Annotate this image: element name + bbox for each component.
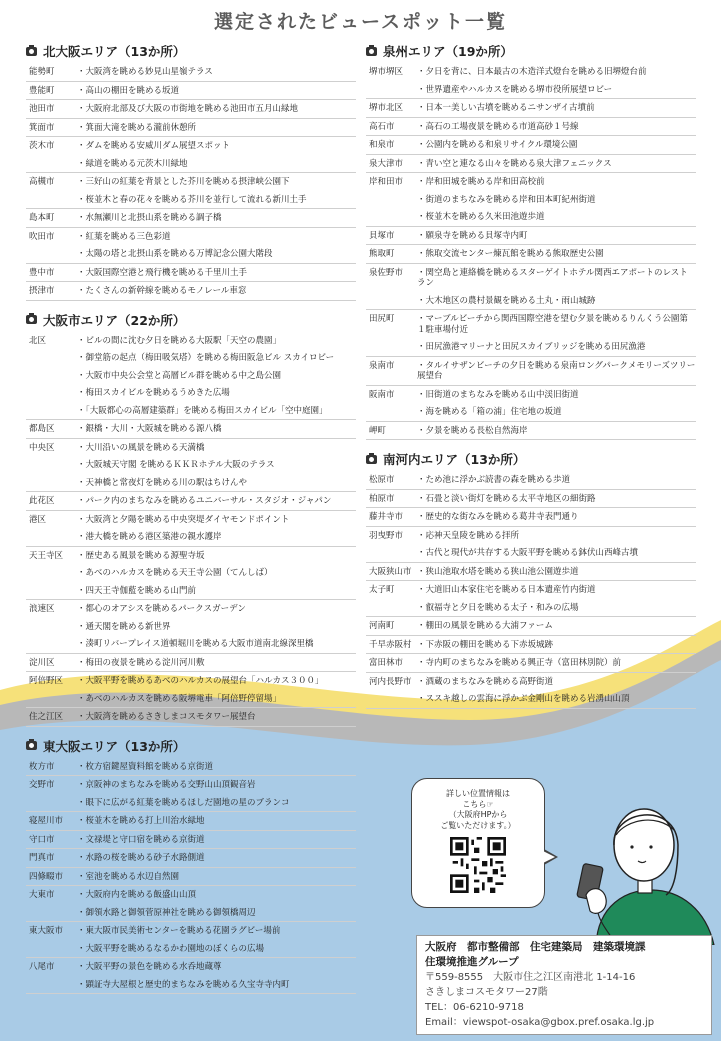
municipality-label: 門真市 <box>29 853 55 863</box>
spot-row <box>366 292 696 311</box>
spot-name: ・ 願泉寺を眺める貝塚寺内町 <box>417 231 696 242</box>
municipality-label: 交野市 <box>29 780 55 790</box>
area-heading-senshu <box>366 42 696 60</box>
area-heading-text: 泉州エリア（19か所） <box>383 44 513 59</box>
spot-name: ・ 大阪平野の景色を眺める水呑地蔵尊 <box>77 962 356 973</box>
spot-row <box>26 420 356 439</box>
municipality-label <box>366 603 417 614</box>
spot-row <box>26 600 356 618</box>
spot-row <box>26 776 356 794</box>
spot-name: ・ 室池を眺める水辺自然園 <box>77 872 356 883</box>
spot-name: ・ 湊町リバープレイス道頓堀川を眺める大阪市道南北線深里橋 <box>77 639 356 650</box>
spot-name: ・ 太陽の塔と北摂山系を眺める万博記念公園大階段 <box>77 249 356 260</box>
spot-row <box>366 99 696 118</box>
municipality-label: 豊能町 <box>29 85 55 96</box>
spot-name: ・ 大阪府内を眺める飯盛山山頂 <box>77 890 356 901</box>
spot-row <box>26 831 356 850</box>
municipality-label: 都島区 <box>29 424 55 434</box>
spot-row <box>26 282 356 301</box>
spot-name: ・ 大阪湾を眺める妙見山星嶺テラス <box>77 67 356 78</box>
spot-name: ・ 天神橋と常夜灯を眺める川の駅はちけんや <box>77 478 356 489</box>
spot-row <box>366 118 696 137</box>
area-heading-text: 南河内エリア（13か所） <box>383 452 526 467</box>
municipality-label: 阪南市 <box>369 389 395 400</box>
spot-row <box>26 618 356 636</box>
spot-name: ・ 梅田スカイビルを眺めるうめきた広場 <box>77 388 356 399</box>
spot-row <box>366 490 696 509</box>
municipality-label: 寝屋川市 <box>29 816 64 826</box>
spot-name: ・ ため池に浮かぶ読書の森を眺める歩道 <box>417 475 696 486</box>
municipality-label: 守口市 <box>29 834 55 845</box>
spot-row <box>366 617 696 636</box>
spot-name: ・ 田尻漁港マリーナと田尻スカイブリッジを眺める田尻漁港 <box>417 342 696 353</box>
spot-row <box>366 673 696 691</box>
camera-icon <box>26 315 37 324</box>
municipality-label: 田尻町 <box>369 314 395 324</box>
municipality-label: 岸和田市 <box>369 177 404 187</box>
spot-row <box>366 81 696 100</box>
municipality-label <box>26 159 77 170</box>
municipality-label: 羽曳野市 <box>369 530 404 541</box>
spot-row <box>26 758 356 777</box>
spot-name: ・ ススキ越しの雲海に浮かぶ金剛山を眺める岩湧山山頂 <box>417 694 696 705</box>
qr-info-bubble <box>411 778 545 908</box>
spot-row <box>26 528 356 547</box>
spot-list-higashi <box>26 758 356 995</box>
right-column <box>366 42 696 709</box>
spot-name: ・ 東大阪市民美術センターを眺める花園ラグビー場前 <box>77 926 356 937</box>
spot-row <box>26 439 356 457</box>
municipality-label: 河南町 <box>369 621 395 631</box>
municipality-label: 泉大津市 <box>369 158 404 169</box>
spot-name: ・ 日本一美しい古墳を眺めるニサンザイ古墳前 <box>417 103 696 114</box>
spot-row <box>26 547 356 565</box>
spot-name: ・ 眼下に広がる紅葉を眺めるほしだ園地の星のブランコ <box>77 798 356 809</box>
person-with-phone-illustration <box>556 795 721 945</box>
spot-name: ・ 水無瀬川と北摂山系を眺める調子橋 <box>77 213 356 224</box>
municipality-label <box>366 195 417 206</box>
municipality-label: 淀川区 <box>29 657 55 668</box>
spot-row <box>366 338 696 357</box>
municipality-label: 高石市 <box>369 121 395 132</box>
municipality-label: 枚方市 <box>29 761 55 772</box>
spot-name: ・ 青い空と連なる山々を眺める泉大津フェニックス <box>417 159 696 170</box>
municipality-label <box>366 342 417 353</box>
spot-list-minamikawachi <box>366 471 696 709</box>
spot-name: ・ 銀橋・大川・大阪城を眺める源八橋 <box>77 424 356 435</box>
spot-row <box>26 155 356 174</box>
spot-row <box>26 228 356 246</box>
municipality-label: 和泉市 <box>369 140 395 150</box>
spot-name: ・ 棚田の風景を眺める大浦ファーム <box>417 621 696 632</box>
municipality-label <box>366 85 417 96</box>
spot-row <box>366 264 696 292</box>
spot-row <box>366 636 696 655</box>
spot-name: ・ 都心のオアシスを眺めるパークスガーデン <box>77 604 356 615</box>
spot-row <box>26 868 356 887</box>
municipality-label <box>26 694 77 705</box>
spot-name: ・ 緑道を眺める元茨木川緑地 <box>77 159 356 170</box>
area-heading-minamikawachi <box>366 450 696 468</box>
spot-name: ・ 大阪平野を眺めるあべのハルカスの展望台「ハルカス３００」 <box>77 676 356 687</box>
bubble-tail-fill <box>543 851 555 863</box>
qr-code-icon[interactable] <box>450 837 506 893</box>
municipality-label: 河内長野市 <box>369 676 412 687</box>
municipality-label: 泉佐野市 <box>369 267 404 278</box>
spot-name: ・ 御領水路と御領菅原神社を眺める御領橋周辺 <box>77 908 356 919</box>
spot-row <box>26 456 356 474</box>
page-title: 選定されたビュースポット一覧 <box>213 11 508 33</box>
municipality-label: 堺市堺区 <box>369 67 404 77</box>
spot-row <box>26 582 356 601</box>
municipality-label: 堺市北区 <box>369 103 404 113</box>
municipality-label: 吹田市 <box>29 231 55 242</box>
spot-name: ・ 桜並木と春の花々を眺める芥川を並行して流れる新川土手 <box>77 195 356 206</box>
spot-row <box>26 367 356 385</box>
camera-icon <box>26 741 37 750</box>
spot-name: ・ タルイサザンビーチの夕日を眺める泉南ロングパークメモリーズツリー展望台 <box>417 361 696 382</box>
municipality-label <box>26 798 77 809</box>
municipality-label: 此花区 <box>29 496 55 506</box>
spot-name: ・ 古代と現代が共存する大阪平野を眺める鉢伏山西峰古墳 <box>417 548 696 559</box>
spot-row <box>366 599 696 618</box>
spot-row <box>366 208 696 227</box>
spot-row <box>366 563 696 582</box>
municipality-label <box>26 639 77 650</box>
spot-name: ・ 応神天皇陵を眺める拝所 <box>417 531 696 542</box>
spot-row <box>26 63 356 82</box>
municipality-label <box>26 586 77 597</box>
spot-row <box>26 332 356 350</box>
spot-row <box>366 357 696 386</box>
spot-row <box>366 544 696 563</box>
spot-name: ・ 夕景を眺める長松自然海岸 <box>417 426 696 437</box>
spot-name: ・ 大阪湾と夕陽を眺める中央突堤ダイヤモンドポイント <box>77 515 356 526</box>
municipality-label: 浪速区 <box>29 604 55 614</box>
spot-name: ・ あべのハルカスを眺める天王寺公園（てんしば） <box>77 568 356 579</box>
spot-name: ・ 顕証寺大屋根と歴史的まちなみを眺める久宝寺寺内町 <box>77 980 356 991</box>
municipality-label: 松原市 <box>369 475 395 485</box>
spot-row <box>26 474 356 493</box>
spot-row <box>26 794 356 813</box>
municipality-label: 北区 <box>29 335 47 346</box>
spot-row <box>26 976 356 995</box>
spot-name: ・ 大道旧山本家住宅を眺める日本遺産竹内街道 <box>417 585 696 596</box>
municipality-label <box>26 908 77 919</box>
spot-row <box>26 958 356 976</box>
qr-text-line2: こちら☞ <box>462 799 494 809</box>
spot-name: ・ 海を眺める「箱の浦」住宅地の坂道 <box>417 407 696 418</box>
municipality-label: 島本町 <box>29 213 55 223</box>
spot-row <box>366 173 696 191</box>
spot-name: ・ 京阪神のまちなみを眺める交野山山頂観音岩 <box>77 780 356 791</box>
spot-row <box>26 209 356 228</box>
municipality-label <box>366 296 417 307</box>
municipality-label <box>26 944 77 955</box>
spot-name: ・ たくさんの新幹線を眺めるモノレール車窓 <box>77 286 356 297</box>
spot-row <box>26 635 356 654</box>
spot-row <box>366 191 696 209</box>
spot-row <box>26 672 356 690</box>
spot-name: ・ 関空島と連絡橋を眺めるスターゲイトホテル関西エアポートのレストラン <box>417 268 696 289</box>
spot-row <box>366 471 696 490</box>
qr-text-line4: ご覧いただけます。） <box>440 820 516 830</box>
spot-row <box>26 137 356 155</box>
spot-row <box>26 492 356 511</box>
municipality-label: 阿倍野区 <box>29 676 64 686</box>
spot-row <box>26 886 356 904</box>
municipality-label: 池田市 <box>29 104 55 114</box>
area-heading-higashi <box>26 737 356 755</box>
spot-row <box>26 940 356 959</box>
spot-row <box>366 690 696 709</box>
municipality-label <box>26 568 77 579</box>
municipality-label <box>366 548 417 559</box>
spot-name: ・ 紅葉を眺める三色彩道 <box>77 232 356 243</box>
spot-row <box>366 310 696 338</box>
municipality-label: 大東市 <box>29 890 55 900</box>
area-heading-text: 北大阪エリア（13か所） <box>43 44 186 59</box>
municipality-label: 豊中市 <box>29 267 55 278</box>
municipality-label <box>366 407 417 418</box>
spot-row <box>366 227 696 246</box>
municipality-label <box>366 212 417 223</box>
spot-name: ・ 公園内を眺める和泉リサイクル環境公園 <box>417 140 696 151</box>
spot-name: ・ 旧街道のまちなみを眺める山中渓旧街道 <box>417 390 696 401</box>
spot-row <box>26 191 356 210</box>
spot-name: ・ 歴史ある風景を眺める源聖寺坂 <box>77 551 356 562</box>
spot-row <box>26 349 356 367</box>
spot-name: ・ 大阪城天守閣 を眺めるＫＫＲホテル大阪のテラス <box>77 460 356 471</box>
municipality-label: 千早赤阪村 <box>369 639 412 650</box>
spot-name: ・ 「大阪都心の高層建築群」を眺める梅田スカイビル「空中庭園」 <box>77 406 356 417</box>
municipality-label <box>26 388 77 399</box>
municipality-label: 岬町 <box>369 425 387 436</box>
spot-row <box>366 527 696 545</box>
spot-row <box>26 564 356 582</box>
spot-row <box>26 812 356 831</box>
spot-name: ・ 叡福寺と夕日を眺める太子・和みの広場 <box>417 603 696 614</box>
spot-name: ・ 文禄堤と守口宿を眺める京街道 <box>77 835 356 846</box>
contact-email[interactable]: Email：viewspot-osaka@gbox.pref.osaka.lg.jp <box>425 1017 655 1028</box>
spot-row <box>366 508 696 527</box>
municipality-label: 天王寺区 <box>29 550 64 561</box>
spot-name: ・ 三好山の紅葉を背景とした芥川を眺める摂津峡公園下 <box>77 177 356 188</box>
municipality-label: 中央区 <box>29 442 55 453</box>
spot-name: ・ 夕日を背に、日本最古の木造洋式燈台を眺める旧堺燈台前 <box>417 67 696 78</box>
municipality-label <box>26 249 77 260</box>
contact-building: さきしまコスモタワー27階 <box>425 987 548 998</box>
spot-name: ・ 梅田の夜景を眺める淀川河川敷 <box>77 658 356 669</box>
area-heading-osakashi <box>26 311 356 329</box>
municipality-label: 熊取町 <box>369 249 395 259</box>
qr-text-line3: （大阪府HPから <box>448 810 508 819</box>
municipality-label <box>26 353 77 364</box>
spot-name: ・ 大阪府北部及び大阪の市街地を眺める池田市五月山緑地 <box>77 104 356 115</box>
qr-text-line1: 詳しい位置情報は <box>446 789 510 798</box>
spot-name: ・ 石畳と淡い街灯を眺める太平寺地区の細街路 <box>417 494 696 505</box>
municipality-label: 住之江区 <box>29 712 64 722</box>
municipality-label <box>26 460 77 471</box>
spot-name: ・ ビルの間に沈む夕日を眺める大阪駅「天空の農園」 <box>77 336 356 347</box>
municipality-label <box>26 195 77 206</box>
spot-row <box>26 904 356 923</box>
spot-list-kita <box>26 63 356 301</box>
spot-name: ・ 熊取交流センター煉瓦館を眺める熊取歴史公園 <box>417 249 696 260</box>
spot-name: ・ 大木地区の農村景観を眺める土丸・雨山城跡 <box>417 296 696 307</box>
municipality-label: 貝塚市 <box>369 230 395 241</box>
municipality-label <box>26 371 77 382</box>
contact-group: 住環境推進グループ <box>425 956 519 968</box>
spot-row <box>26 82 356 101</box>
spot-list-senshu <box>366 63 696 440</box>
spot-row <box>26 264 356 283</box>
spot-name: ・ あべのハルカスを眺める阪堺電車「阿倍野停留場」 <box>77 694 356 705</box>
spot-name: ・ マーブルビーチから関西国際空港を望む夕景を眺めるりんくう公園第１駐車場付近 <box>417 314 696 335</box>
municipality-label <box>26 622 77 633</box>
spot-list-osakashi <box>26 332 356 727</box>
municipality-label <box>26 478 77 489</box>
municipality-label <box>366 694 417 705</box>
spot-name: ・ 大阪国際空港と飛行機を眺める千里川土手 <box>77 268 356 279</box>
contact-info-box <box>416 935 712 1035</box>
camera-icon <box>366 455 377 464</box>
municipality-label: 富田林市 <box>369 658 404 668</box>
spot-row <box>366 136 696 155</box>
spot-row <box>366 403 696 422</box>
spot-name: ・ 高山の棚田を眺める坂道 <box>77 86 356 97</box>
spot-name: ・ パーク内のまちなみを眺めるユニバーサル・スタジオ・ジャパン <box>77 496 356 507</box>
area-heading-kita <box>26 42 356 60</box>
spot-name: ・ 歴史的な街なみを眺める葛井寺表門通り <box>417 512 696 523</box>
spot-row <box>26 708 356 727</box>
spot-name: ・ 大阪市中央公会堂と高層ビル群を眺める中之島公園 <box>77 371 356 382</box>
municipality-label: 茨木市 <box>29 141 55 151</box>
spot-row <box>366 63 696 81</box>
spot-name: ・ 街道のまちなみを眺める岸和田本町紀州街道 <box>417 195 696 206</box>
contact-org: 大阪府 都市整備部 住宅建築局 建築環境課 <box>425 941 646 953</box>
spot-row <box>366 422 696 441</box>
spot-row <box>26 100 356 119</box>
spot-row <box>26 511 356 529</box>
municipality-label <box>26 406 77 417</box>
spot-name: ・ 港大橋を眺める港区築港の親水護岸 <box>77 532 356 543</box>
spot-name: ・ 箕面大滝を眺める瀧前休憩所 <box>77 123 356 134</box>
municipality-label: 能勢町 <box>29 67 55 77</box>
contact-address: 〒559-8555 大阪市住之江区南港北 1-14-16 <box>425 972 636 983</box>
spot-name: ・ 水路の桜を眺める砂子水路側道 <box>77 853 356 864</box>
spot-row <box>26 690 356 709</box>
area-heading-text: 東大阪エリア（13か所） <box>43 738 186 754</box>
area-heading-text: 大阪市エリア（22か所） <box>43 312 186 328</box>
spot-row <box>366 654 696 673</box>
municipality-label: 八尾市 <box>29 962 55 972</box>
spot-name: ・ 桜並木を眺める久米田池遊歩道 <box>417 212 696 223</box>
spot-name: ・ 寺内町のまちなみを眺める興正寺（富田林別院）前 <box>417 658 696 669</box>
spot-name: ・ 御堂筋の起点（梅田吸気塔）を眺める梅田阪急ビル スカイロビー <box>77 353 356 364</box>
municipality-label: 泉南市 <box>369 360 395 371</box>
municipality-label: 四條畷市 <box>29 871 64 882</box>
spot-name: ・ 四天王寺伽藍を眺める山門前 <box>77 586 356 597</box>
municipality-label: 藤井寺市 <box>369 512 404 522</box>
spot-row <box>366 155 696 174</box>
spot-name: ・ ダムを眺める安威川ダム展望スポット <box>77 141 356 152</box>
spot-name: ・ 大川沿いの風景を眺める天満橋 <box>77 443 356 454</box>
contact-tel: TEL：06-6210-9718 <box>425 1002 524 1013</box>
spot-name: ・ 桜並木を眺める打上川治水緑地 <box>77 816 356 827</box>
spot-name: ・ 狭山池取水塔を眺める狭山池公園遊歩道 <box>417 567 696 578</box>
left-column <box>26 42 356 994</box>
spot-row <box>26 245 356 264</box>
spot-name: ・ 通天閣を眺める新世界 <box>77 622 356 633</box>
spot-name: ・ 大阪湾を眺めるさきしまコスモタワー展望台 <box>77 712 356 723</box>
municipality-label <box>26 980 77 991</box>
spot-name: ・ 世界遺産やハルカスを眺める堺市役所展望ロビー <box>417 85 696 96</box>
municipality-label: 東大阪市 <box>29 926 64 936</box>
municipality-label: 太子町 <box>369 585 395 595</box>
spot-name: ・ 大阪平野を眺めるなるかわ園地のぼくらの広場 <box>77 944 356 955</box>
municipality-label: 箕面市 <box>29 122 55 133</box>
spot-row <box>26 849 356 868</box>
spot-row <box>366 386 696 404</box>
spot-row <box>26 384 356 402</box>
municipality-label: 柏原市 <box>369 493 395 504</box>
spot-row <box>26 402 356 421</box>
spot-name: ・ 高石の工場夜景を眺める市道高砂１号線 <box>417 122 696 133</box>
spot-row <box>26 654 356 673</box>
spot-row <box>26 173 356 191</box>
camera-icon <box>26 47 37 56</box>
spot-row <box>26 119 356 138</box>
spot-row <box>366 581 696 599</box>
spot-name: ・ 岸和田城を眺める岸和田高校前 <box>417 177 696 188</box>
spot-name: ・ 枚方宿鍵屋資料館を眺める京街道 <box>77 762 356 773</box>
municipality-label: 港区 <box>29 514 47 525</box>
municipality-label <box>26 532 77 543</box>
spot-name: ・ 下赤阪の棚田を眺める下赤坂城跡 <box>417 640 696 651</box>
municipality-label: 高槻市 <box>29 177 55 187</box>
municipality-label: 大阪狭山市 <box>369 566 412 577</box>
spot-name: ・ 酒蔵のまちなみを眺める高野街道 <box>417 677 696 688</box>
spot-row <box>366 245 696 264</box>
camera-icon <box>366 47 377 56</box>
municipality-label: 摂津市 <box>29 286 55 296</box>
spot-row <box>26 922 356 940</box>
